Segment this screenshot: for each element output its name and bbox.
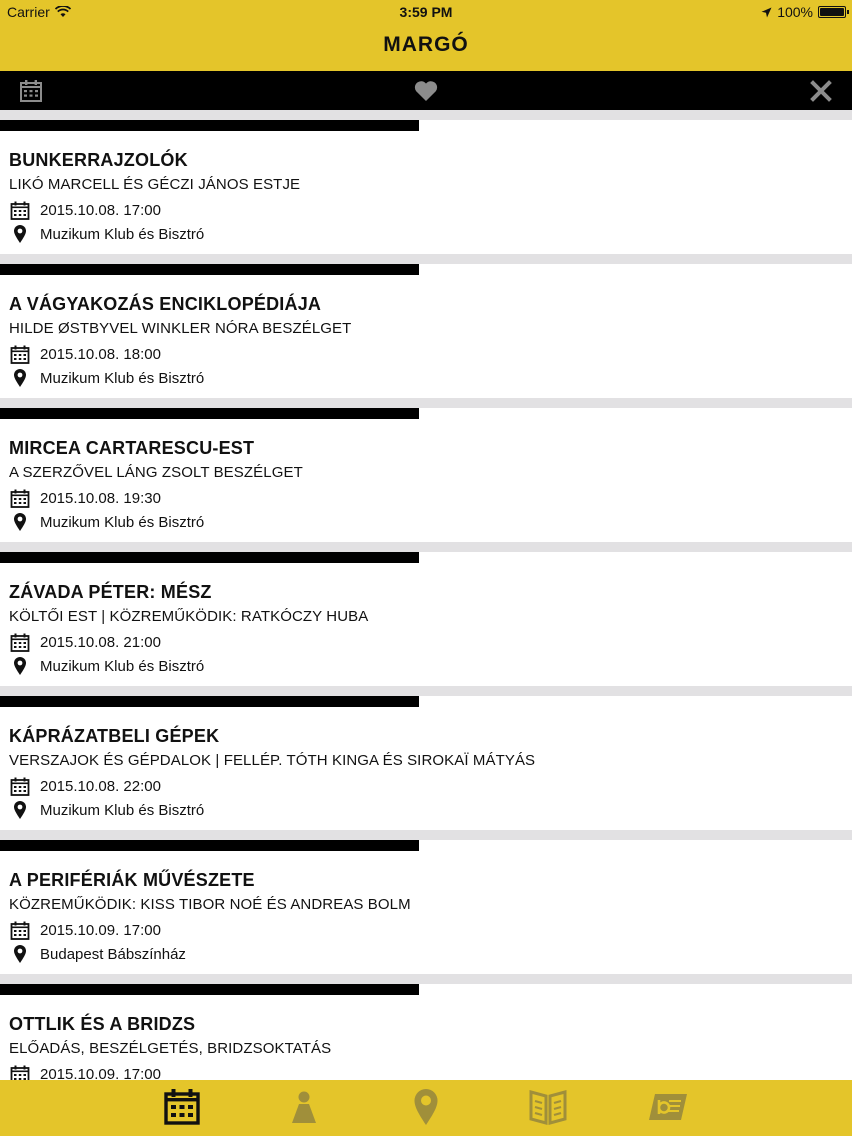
open-book-icon (528, 1089, 568, 1125)
status-right (761, 4, 846, 20)
event-title: OTTLIK ÉS A BRIDZS (9, 1014, 196, 1034)
calendar-icon (9, 776, 31, 796)
event-card[interactable] (0, 264, 852, 398)
event-title: MIRCEA CARTARESCU-EST (9, 438, 255, 458)
event-datetime: 2015.10.08. 22:00 (40, 777, 161, 795)
event-title: ZÁVADA PÉTER: MÉSZ (9, 582, 212, 602)
event-subtitle: ELŐADÁS, BESZÉLGETÉS, BRIDZSOKTATÁS (9, 1040, 332, 1057)
event-item[interactable] (0, 974, 852, 1080)
event-subtitle: A SZERZŐVEL LÁNG ZSOLT BESZÉLGET (9, 464, 303, 481)
event-item[interactable] (0, 686, 852, 830)
event-date-row (9, 488, 161, 508)
tab-venues[interactable] (405, 1086, 447, 1128)
event-location: Muzikum Klub és Bisztró (40, 513, 205, 531)
event-date-row (9, 200, 161, 220)
map-pin-icon (9, 224, 31, 244)
calendar-icon (163, 1088, 201, 1126)
event-item[interactable] (0, 254, 852, 398)
event-card[interactable] (0, 840, 852, 974)
event-accent-bar (0, 984, 419, 995)
tab-books[interactable] (527, 1086, 569, 1128)
event-card[interactable] (0, 696, 852, 830)
event-card[interactable] (0, 552, 852, 686)
event-date-row (9, 920, 161, 940)
event-separator (0, 398, 852, 408)
status-time: 3:59 PM (399, 4, 453, 20)
event-separator (0, 542, 852, 552)
event-item[interactable] (0, 398, 852, 542)
event-card[interactable] (0, 408, 852, 542)
calendar-icon (9, 920, 31, 940)
event-subtitle: LIKÓ MARCELL ÉS GÉCZI JÁNOS ESTJE (9, 176, 301, 193)
calendar-icon (9, 200, 31, 220)
event-location: Muzikum Klub és Bisztró (40, 369, 205, 387)
event-datetime: 2015.10.08. 18:00 (40, 345, 161, 363)
event-item[interactable] (0, 542, 852, 686)
heart-icon[interactable] (413, 78, 439, 104)
event-date-row (9, 1064, 161, 1080)
tab-bar (0, 1080, 852, 1136)
location-arrow-icon (761, 7, 772, 18)
event-location-row (9, 656, 204, 676)
event-location-row (9, 512, 204, 532)
event-date-row (9, 632, 161, 652)
event-accent-bar (0, 696, 419, 707)
tab-authors[interactable] (283, 1086, 325, 1128)
event-datetime: 2015.10.09. 17:00 (40, 921, 161, 939)
tab-program[interactable] (161, 1086, 203, 1128)
app-title: MARGÓ (383, 33, 469, 56)
battery-percent: 100% (777, 4, 813, 20)
calendar-icon (9, 632, 31, 652)
person-icon (291, 1089, 317, 1125)
carrier-label: Carrier (7, 4, 50, 20)
map-pin-icon (9, 800, 31, 820)
map-pin-icon (413, 1088, 439, 1126)
event-location-row (9, 800, 204, 820)
event-datetime: 2015.10.08. 19:30 (40, 489, 161, 507)
event-accent-bar (0, 840, 419, 851)
event-subtitle: KÖZREMŰKÖDIK: KISS TIBOR NOÉ ÉS ANDREAS BOLM (9, 896, 411, 913)
event-title: A VÁGYAKOZÁS ENCIKLOPÉDIÁJA (9, 294, 322, 314)
battery-level (820, 8, 844, 16)
event-subtitle: VERSZAJOK ÉS GÉPDALOK | FELLÉP. TÓTH KINGA ÉS SIROKAÏ MÁTYÁS (9, 752, 536, 769)
event-accent-bar (0, 552, 419, 563)
event-date-row (9, 776, 161, 796)
event-location-row (9, 224, 204, 244)
event-location-row (9, 368, 204, 388)
event-card[interactable] (0, 120, 852, 254)
map-pin-icon (9, 368, 31, 388)
event-title: A PERIFÉRIÁK MŰVÉSZETE (9, 870, 255, 890)
event-location-row (9, 944, 186, 964)
close-icon[interactable] (808, 78, 834, 104)
event-datetime: 2015.10.08. 21:00 (40, 633, 161, 651)
event-title: BUNKERRAJZOLÓK (9, 150, 188, 170)
event-location: Muzikum Klub és Bisztró (40, 801, 205, 819)
map-pin-icon (9, 512, 31, 532)
map-pin-icon (9, 656, 31, 676)
event-datetime: 2015.10.09. 17:00 (40, 1065, 161, 1080)
toolbar (0, 71, 852, 110)
event-location: Budapest Bábszínház (40, 945, 186, 963)
event-accent-bar (0, 264, 419, 275)
event-accent-bar (0, 120, 419, 131)
ticket-icon (647, 1090, 689, 1124)
event-location: Muzikum Klub és Bisztró (40, 657, 205, 675)
event-separator (0, 974, 852, 984)
header (0, 0, 852, 71)
event-datetime: 2015.10.08. 17:00 (40, 201, 161, 219)
event-accent-bar (0, 408, 419, 419)
calendar-icon (9, 1064, 31, 1080)
event-title: KÁPRÁZATBELI GÉPEK (9, 726, 220, 746)
calendar-icon (9, 344, 31, 364)
battery-icon (818, 6, 846, 18)
event-separator (0, 110, 852, 120)
event-subtitle: HILDE ØSTBYVEL WINKLER NÓRA BESZÉLGET (9, 320, 352, 337)
event-item[interactable] (0, 110, 852, 254)
calendar-icon (9, 488, 31, 508)
event-list[interactable] (0, 110, 852, 1080)
event-separator (0, 254, 852, 264)
event-separator (0, 686, 852, 696)
event-card[interactable] (0, 984, 852, 1080)
event-date-row (9, 344, 161, 364)
calendar-icon[interactable] (18, 78, 44, 104)
event-subtitle: KÖLTŐI EST | KÖZREMŰKÖDIK: RATKÓCZY HUBA (9, 608, 369, 625)
tab-news[interactable] (647, 1086, 689, 1128)
event-separator (0, 830, 852, 840)
status-bar (0, 0, 852, 24)
event-item[interactable] (0, 830, 852, 974)
map-pin-icon (9, 944, 31, 964)
event-location: Muzikum Klub és Bisztró (40, 225, 205, 243)
